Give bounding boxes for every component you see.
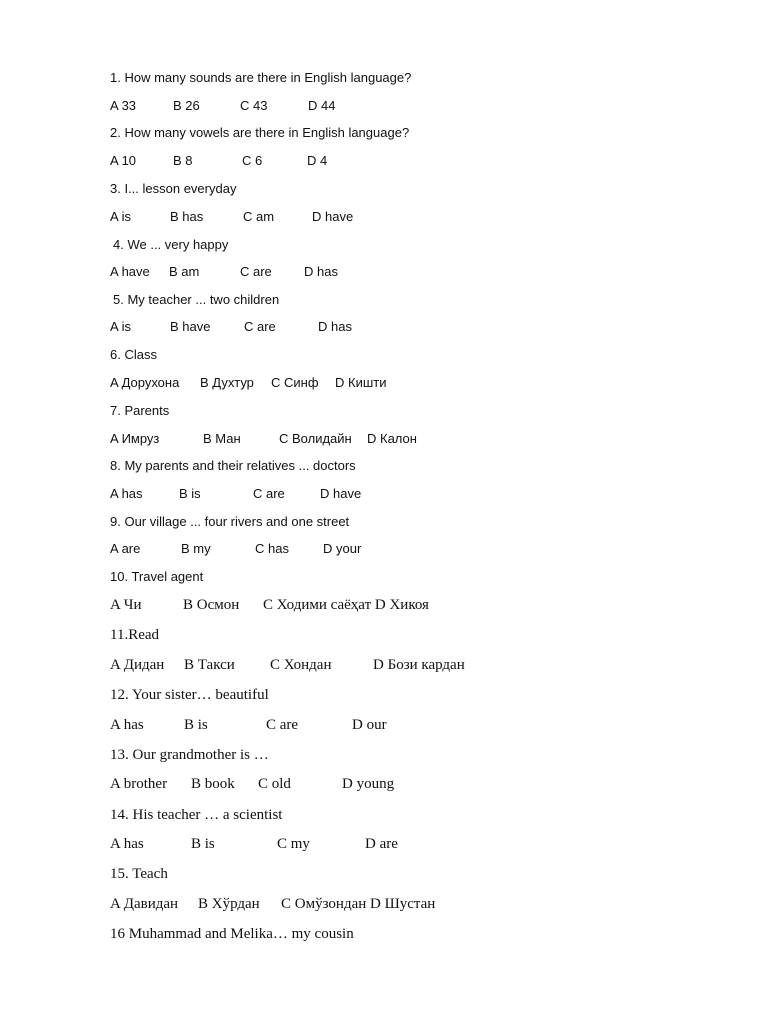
question-13-text: 13. Our grandmother is … <box>110 747 269 763</box>
question-10-option-a: A Чи <box>110 597 142 613</box>
question-7-option-b: B Ман <box>203 431 241 446</box>
question-10-option-c: C Ходими саёҳат D Хикоя <box>263 597 429 613</box>
question-15-option-a: A Давидан <box>110 896 179 912</box>
question-11-option-d: D Бози кардан <box>373 657 465 673</box>
question-8-option-a: A has <box>110 486 143 501</box>
question-11-option-a: A Дидан <box>110 657 165 673</box>
question-3-option-d: D have <box>312 209 354 224</box>
question-5-option-c: C are <box>244 319 276 334</box>
question-9-option-a: A are <box>110 541 141 556</box>
question-3-option-c: C am <box>243 209 275 224</box>
question-6-text: 6. Class <box>110 347 157 362</box>
question-7-text: 7. Parents <box>110 403 170 418</box>
question-2-option-d: D 4 <box>307 153 328 168</box>
question-1-option-b: B 26 <box>173 98 200 113</box>
question-6-option-a: A Дорухона <box>110 375 180 390</box>
question-14-option-a: A has <box>110 836 144 852</box>
question-11-option-b: B Такси <box>184 657 235 673</box>
question-9-option-d: D your <box>323 541 362 556</box>
question-11-option-c: C Хондан <box>270 657 332 673</box>
question-3-option-b: B has <box>170 209 204 224</box>
question-2-option-c: C 6 <box>242 153 263 168</box>
question-10-text: 10. Travel agent <box>110 569 204 584</box>
question-15-text: 15. Teach <box>110 866 168 882</box>
question-7-option-c: C Волидайн <box>279 431 352 446</box>
question-8-option-d: D have <box>320 486 362 501</box>
question-1-text: 1. How many sounds are there in English language? <box>110 70 412 85</box>
question-4-text: 4. We ... very happy <box>113 237 229 252</box>
question-2-option-a: A 10 <box>110 153 137 168</box>
question-8-text: 8. My parents and their relatives ... doctors <box>110 458 356 473</box>
question-1-option-c: C 43 <box>240 98 268 113</box>
question-16-text: 16 Muhammad and Melika… my cousin <box>110 926 354 942</box>
question-14-option-d: D are <box>365 836 398 852</box>
question-11-text: 11.Read <box>110 627 160 643</box>
question-6-option-d: D Кишти <box>335 375 387 390</box>
question-2-option-b: B 8 <box>173 153 193 168</box>
question-8-option-c: C are <box>253 486 285 501</box>
question-15-option-b: B Хўрдан <box>198 896 260 912</box>
question-12-text: 12. Your sister… beautiful <box>110 687 269 703</box>
question-13-option-c: C old <box>258 776 291 792</box>
question-7-option-d: D Калон <box>367 431 417 446</box>
question-3-option-a: A is <box>110 209 131 224</box>
question-1-option-d: D 44 <box>308 98 336 113</box>
question-12-option-b: B is <box>184 717 208 733</box>
question-13-option-b: B book <box>191 776 235 792</box>
question-10-option-b: B Осмон <box>183 597 240 613</box>
question-4-option-c: C are <box>240 264 272 279</box>
question-4-option-b: B am <box>169 264 200 279</box>
question-4-option-d: D has <box>304 264 338 279</box>
question-6-option-c: C Синф <box>271 375 319 390</box>
question-5-option-d: D has <box>318 319 352 334</box>
question-14-option-b: B is <box>191 836 215 852</box>
question-13-option-a: A brother <box>110 776 168 792</box>
question-14-option-c: C my <box>277 836 310 852</box>
question-9-text: 9. Our village ... four rivers and one street <box>110 514 350 529</box>
question-2-text: 2. How many vowels are there in English language? <box>110 125 410 140</box>
question-5-text: 5. My teacher ... two children <box>113 292 280 307</box>
question-7-option-a: A Имруз <box>110 431 160 446</box>
question-9-option-c: C has <box>255 541 289 556</box>
question-9-option-b: B my <box>181 541 211 556</box>
question-8-option-b: B is <box>179 486 201 501</box>
question-14-text: 14. His teacher … a scientist <box>110 807 283 823</box>
question-1-option-a: A 33 <box>110 98 137 113</box>
question-5-option-a: A is <box>110 319 131 334</box>
question-12-option-c: C are <box>266 717 299 733</box>
question-15-option-c: C Омўзондан D Шустан <box>281 896 436 912</box>
question-12-option-d: D our <box>352 717 387 733</box>
question-12-option-a: A has <box>110 717 144 733</box>
question-5-option-b: B have <box>170 319 211 334</box>
question-4-option-a: A have <box>110 264 150 279</box>
question-3-text: 3. I... lesson everyday <box>110 181 237 196</box>
question-13-option-d: D young <box>342 776 395 792</box>
question-6-option-b: B Духтур <box>200 375 254 390</box>
